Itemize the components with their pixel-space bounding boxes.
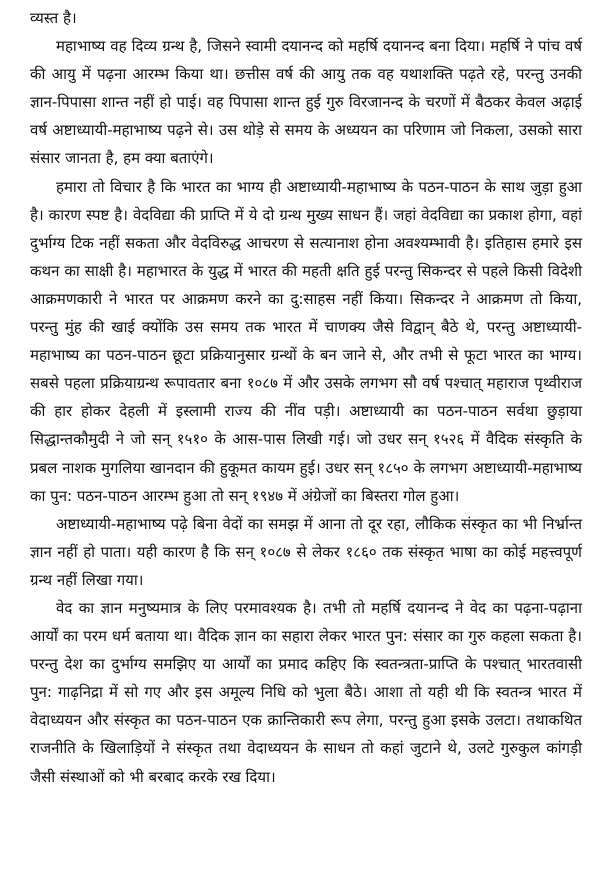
paragraph-bharat-bhagya: हमारा तो विचार है कि भारत का भाग्य ही अष्टाध्यायी-महाभाष्य के पठन-पाठन के साथ जुड़ा हुआ है। कारण स्पष्ट है। वेदविद्या की प्राप्ति में ये दो ग्रन्थ मुख्य साधन हैं। जहां वेदविद्या का प्रकाश होगा, वहां दुर्भाग्य टिक नहीं सकता और वेदविरुद्ध आचरण से सत्यानाश होना अवश्यम्भावी है। इतिहास हमारे इस कथन का साक्षी है। महाभारत के युद्ध में भारत की महती क्षति हुई परन्तु सिकन्दर से पहले किसी विदेशी आक्रमणकारी ने भारत पर आक्रमण करने का दु:साहस नहीं किया। सिकन्दर ने आक्रमण तो किया, परन्तु मुंह की खाई क्योंकि उस समय तक भारत में चाणक्य जैसे विद्वान् बैठे थे, परन्तु अष्टाध्यायी-महाभाष्य का पठन-पाठन छूटा प्रक्रियानुसार ग्रन्थों के बन जाने से, और तभी से फूटा भारत का भाग्य। सबसे पहला प्रक्रियाग्रन्थ रूपावतार बना १०८७ में और उसके लगभग सौ वर्ष पश्चात् महाराज पृथ्वीराज की हार होकर देहली में इस्लामी राज्य की नींव पड़ी। अष्टाध्यायी का पठन-पाठन सर्वथा छुड़ाया सिद्धान्तकौमुदी ने जो सन् १५१० के आस-पास लिखी गई। जो उधर सन् १५२६ में वैदिक संस्कृति के प्रबल नाशक मुगलिया खानदान की हुकूमत कायम हुई। उधर सन् १८५० के लगभग अष्टाध्यायी-महाभाष्य का पुन: पठन-पाठन आरम्भ हुआ तो सन् १९४७ में अंग्रेजों का बिस्तरा गोल हुआ।: [30, 177, 582, 505]
paragraph-continuation: व्यस्त है।: [30, 9, 77, 27]
paragraph-mahabhashya: महाभाष्य वह दिव्य ग्रन्थ है, जिसने स्वामी दयानन्द को महर्षि दयानन्द बना दिया। महर्षि ने पांच वर्ष की आयु में पढ़ना आरम्भ किया था। छत्तीस वर्ष की आयु तक वह यथाशक्ति पढ़ते रहे, परन्तु उनकी ज्ञान-पिपासा शान्त नहीं हो पाई। वह पिपासा शान्त हुई गुरु विरजानन्द के चरणों में बैठकर केवल अढ़ाई वर्ष अष्टाध्यायी-महाभाष्य पढ़ने से। उस थोड़े से समय के अध्ययन का परिणाम जो निकला, उसको सारा संसार जानता है, हम क्या बताएंगे।: [30, 37, 582, 168]
page-body: [30, 4, 582, 791]
paragraph-ved-gyan: वेद का ज्ञान मनुष्यमात्र के लिए परमावश्यक है। तभी तो महर्षि दयानन्द ने वेद का पढ़ना-पढ़ाना आर्यों का परम धर्म बताया था। वैदिक ज्ञान का सहारा लेकर भारत पुन: संसार का गुरु कहला सकता है। परन्तु देश का दुर्भाग्य समझिए या आर्यों का प्रमाद कहिए कि स्वतन्त्रता-प्राप्ति के पश्चात् भारतवासी पुन: गाढ़निद्रा में सो गए और इस अमूल्य निधि को भुला बैठे। आशा तो यही थी कि स्वतन्त्र भारत में वेदाध्ययन और संस्कृत का पठन-पाठन एक क्रान्तिकारी रूप लेगा, परन्तु हुआ इसके उलटा। तथाकथित राजनीति के खिलाड़ियों ने संस्कृत तथा वेदाध्ययन के साधन तो कहां जुटाने थे, उलटे गुरुकुल कांगड़ी जैसी संस्थाओं को भी बरबाद करके रख दिया।: [30, 598, 582, 786]
paragraph-sanskrit-gyan: अष्टाध्यायी-महाभाष्य पढ़े बिना वेदों का समझ में आना तो दूर रहा, लौकिक संस्कृत का भी निर्भ्रान्त ज्ञान नहीं हो पाता। यही कारण है कि सन् १०८७ से लेकर १८६० तक संस्कृत भाषा का कोई महत्त्वपूर्ण ग्रन्थ नहीं लिखा गया।: [30, 514, 582, 589]
